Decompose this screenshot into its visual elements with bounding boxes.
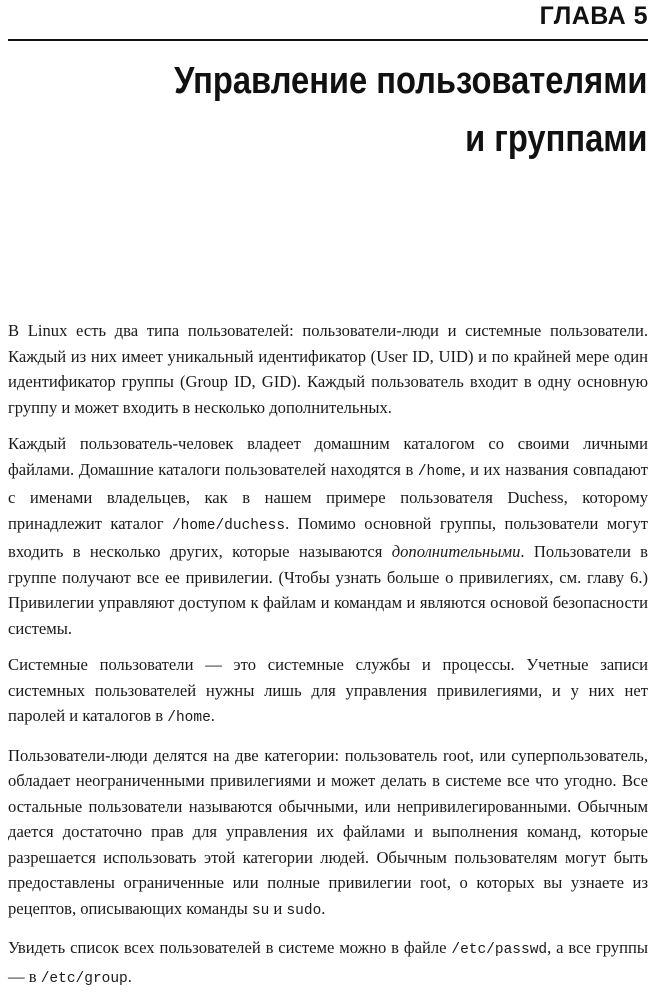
paragraph-text: Увидеть список всех пользователей в системе можно в файле [8, 938, 452, 957]
paragraph [8, 431, 648, 641]
inline-code: sudo [286, 902, 322, 919]
emphasis: дополнительными [391, 542, 521, 561]
paragraph-text: , а все группы — в [8, 938, 648, 986]
paragraph-text: . [210, 706, 215, 725]
paragraph-text: Каждый пользователь-человек владеет домашним каталогом со своими личными файлами. Домашние каталоги пользователей находятся в [8, 434, 648, 479]
paragraph-text: Системные пользователи — это системные службы и процессы. Учетные записи системных пользователей нужны лишь для управления привилегиями, и у них нет паролей и каталогов в [8, 655, 648, 725]
paragraph [8, 318, 648, 420]
inline-code: /home [417, 463, 462, 480]
inline-code: /etc/passwd [451, 942, 548, 958]
paragraph [8, 935, 648, 992]
paragraph-text: и [269, 898, 287, 918]
paragraph-text: В Linux есть два типа пользователей: пользователи-люди и системные пользователи. Каждый из них имеет уникальный идентификатор (User ID, UID) и по крайней мере один идентификатор группы (Group ID, GID). Каждый пользователь входит в одну основную группу и может входить в несколько дополнительных. [8, 321, 648, 417]
paragraph-text: . Помимо основной группы, пользователи могут входить в несколько других, которые называются [8, 513, 648, 561]
chapter-title-line-1: Управление пользователями [174, 60, 648, 102]
inline-code: su [251, 902, 270, 919]
inline-code: /home/duchess [171, 517, 286, 534]
paragraph-text: . [127, 966, 132, 986]
paragraph [8, 743, 648, 925]
paragraph-text: Пользователи-люди делятся на две категории: пользователь root, или суперпользователь, обладает неограниченными привилегиями и может делать в системе все что угодно. Все остальные пользователи называются обычными, или непривилегированными. Обычным дается достаточно прав для управления их файлами и выполнения команд, которые разрешается использовать этой категории людей. Обычным пользователям могут быть предоставлены ограниченные или полные привилегии root, о которых вы узнаете из рецептов, описывающих команды [8, 745, 648, 918]
inline-code: /home [167, 710, 211, 726]
paragraph-text: . [321, 898, 326, 918]
chapter-title [175, 52, 648, 168]
paragraph-text: , и их названия совпадают с именами владельцев, как в нашем примере пользователя Duchess, которому принадлежит каталог [8, 459, 648, 533]
chapter-title-line-2: и группами [465, 118, 648, 160]
chapter-label: ГЛАВА 5 [539, 2, 648, 30]
inline-code: /etc/group [40, 970, 128, 987]
paragraph-text: . Пользователи в группе получают все ее привилегии. (Чтобы узнать больше о привилегиях, см. главу 6.) Привилегии управляют доступом к файлам и командам и являются основой безопасности системы. [8, 542, 648, 638]
body-text [8, 318, 648, 1003]
paragraph [8, 652, 648, 732]
header-rule [8, 39, 648, 41]
